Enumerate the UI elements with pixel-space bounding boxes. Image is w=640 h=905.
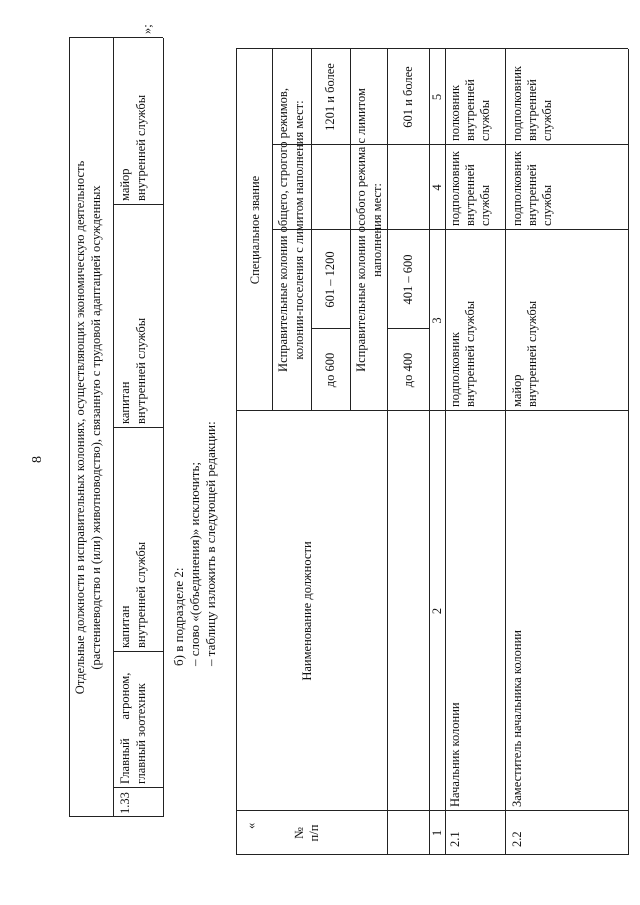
- top-table-title-line2: (растениеводство и (или) животноводство), связанную с трудовой адаптацией осужденных: [89, 185, 103, 670]
- row-2-2-col3-line1: майор: [510, 374, 524, 407]
- top-table-title-line1: Отдельные должности в исправительных колониях, осуществляющих экономическую деятельность: [73, 160, 87, 695]
- header-number-line2: п/п: [307, 824, 321, 842]
- row-2-1-col5-line3: службы: [478, 99, 492, 141]
- group2-col-b: 401 – 600: [401, 254, 415, 305]
- row-2-1-number: 2.1: [448, 831, 462, 847]
- index-3: 3: [430, 317, 444, 324]
- row-col2-line2: внутренней службы: [134, 317, 148, 424]
- group2-col-c: 601 и более: [401, 66, 415, 128]
- row-2-1-col4-line3: службы: [478, 184, 492, 226]
- index-5: 5: [430, 93, 444, 101]
- group1-col-c: 1201 и более: [323, 63, 337, 131]
- group1-col-a: до 600: [323, 352, 337, 388]
- row-name-line1: Главный агроном,: [118, 672, 132, 784]
- index-2: 2: [430, 607, 444, 615]
- group2-line2: наполнения мест:: [370, 183, 384, 277]
- row-2-2-col4-line2: внутренней: [525, 164, 539, 226]
- row-2-1-col4-line1: подполковник: [448, 151, 462, 226]
- opening-quote: «: [244, 822, 258, 829]
- row-col2-line1: капитан: [118, 381, 132, 424]
- row-col1-line2: внутренней службы: [134, 541, 148, 648]
- row-name-line2: главный зоотехник: [134, 683, 148, 784]
- index-4: 4: [430, 184, 444, 191]
- row-number: 1.33: [118, 792, 132, 814]
- row-2-1-col4-line2: внутренней: [463, 164, 477, 226]
- row-2-1-name: Начальник колонии: [448, 702, 462, 807]
- row-2-2-name: Заместитель начальника колонии: [510, 630, 524, 807]
- page-number: 8: [30, 456, 45, 463]
- group1-line1: Исправительные колонии общего, строгого режимов,: [276, 88, 290, 372]
- row-2-2-col5-line3: службы: [540, 99, 554, 141]
- row-col3-line1: майор: [118, 168, 132, 201]
- row-2-2-col4-line1: подполковник: [510, 151, 524, 226]
- row-col3-line2: внутренней службы: [134, 94, 148, 201]
- row-2-1-col3-line1: подполковник: [448, 332, 462, 407]
- instruction-line3: – таблицу изложить в следующей редакции:: [203, 421, 218, 666]
- header-position-name: Наименование должности: [300, 541, 314, 681]
- header-number-line1: №: [292, 827, 306, 839]
- row-col1-line1: капитан: [118, 605, 132, 648]
- instruction-line2: – слово «(объединения)» исключить;: [187, 462, 202, 666]
- row-2-2-col4-line3: службы: [540, 184, 554, 226]
- group2-line1: Исправительные колонии особого режима с лимитом: [354, 88, 368, 372]
- row-2-2-number: 2.2: [510, 831, 524, 847]
- row-2-1-col5-line2: внутренней: [463, 79, 477, 141]
- group1-col-b: 601 – 1200: [323, 251, 337, 308]
- index-1: 1: [430, 829, 444, 837]
- row-2-2-col5-line1: подполковник: [510, 66, 524, 141]
- row-2-2-col5-line2: внутренней: [525, 79, 539, 141]
- group1-line2: колонии-поселения с лимитом наполнения мест:: [292, 100, 306, 360]
- row-2-1-col3-line2: внутренней службы: [463, 300, 477, 407]
- row-2-2-col3-line2: внутренней службы: [525, 300, 539, 407]
- group2-col-a: до 400: [401, 352, 415, 388]
- header-special-rank: Специальное звание: [248, 175, 262, 285]
- row-2-1-col5-line1: полковник: [448, 84, 462, 141]
- instruction-line1: б) в подразделе 2:: [171, 567, 186, 666]
- closing-mark: »;: [140, 24, 154, 34]
